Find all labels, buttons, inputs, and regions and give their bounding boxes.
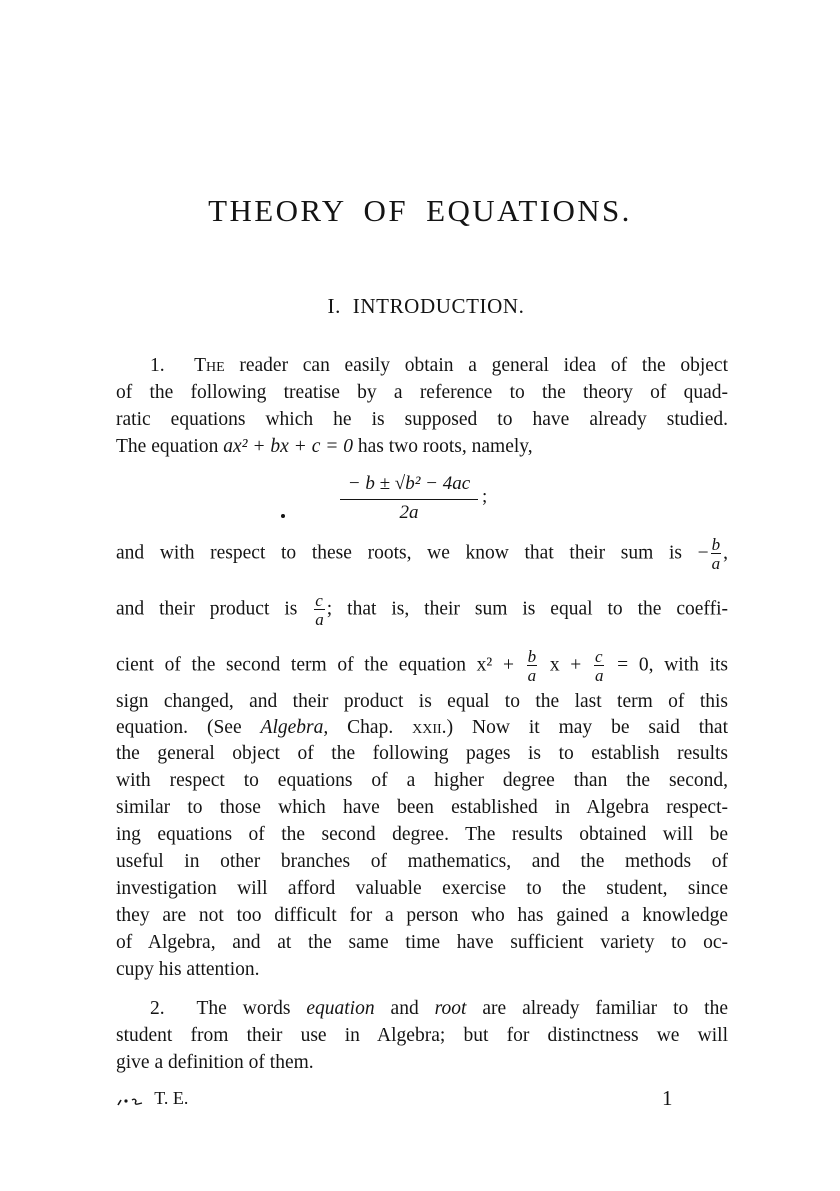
para1-line-15: investigation will afford valuable exercise to the student, since: [116, 878, 728, 899]
para1-line-1: [116, 353, 728, 379]
section-heading: I. INTRODUCTION.: [327, 294, 525, 318]
para1-text-9a: equation. (See: [116, 717, 261, 738]
signature-mark: [116, 1088, 188, 1109]
para1-line-13: ing equations of the second degree. The results obtained will be: [116, 824, 728, 845]
handwritten-mark-icon: [116, 1092, 150, 1108]
formula-bar: [340, 499, 478, 500]
para1-text-5a: and with respect to these roots, we know that their sum is −: [116, 542, 709, 564]
fraction-b-over-a: [527, 648, 538, 684]
para1-text-4a: The equation: [116, 436, 224, 457]
para1-line-6-text: [116, 592, 728, 628]
para1-line-9: [116, 715, 728, 741]
para1-line-3: ratic equations which he is supposed to have already studied.: [116, 409, 728, 430]
para1-text-9c: ) Now it may be said that: [446, 717, 729, 738]
para1-text-7b: = 0, with its: [606, 654, 728, 676]
term-equation: equation: [306, 998, 375, 1019]
para1-line-4: [116, 434, 728, 460]
para1-line-7: [116, 636, 728, 688]
quadratic-roots-formula: [340, 470, 490, 530]
fraction-numerator: c: [594, 647, 603, 666]
para1-text-7mid: x +: [539, 654, 592, 676]
para1-line-18: cupy his attention.: [116, 959, 260, 980]
quadratic-equation: ax² + bx + c = 0: [223, 436, 354, 457]
fraction-numerator: b: [711, 535, 721, 554]
signature-text: T. E.: [154, 1088, 189, 1108]
para1-line-17: of Algebra, and at the same time have sufficient variety to oc-: [116, 932, 728, 953]
fraction-denominator: a: [711, 554, 721, 573]
para1-number: 1.: [150, 355, 165, 376]
para2-number: 2.: [150, 998, 165, 1019]
fraction-denominator: a: [594, 666, 604, 685]
para1-line-5: [116, 524, 728, 576]
para1-line-7-text: [116, 648, 728, 684]
para1-text-5b: ,: [723, 542, 728, 564]
para1-line-5-text: [116, 536, 728, 572]
para1-line-14: useful in other branches of mathematics, and the methods of: [116, 851, 728, 872]
para1-line-10: the general object of the following pages is to establish results: [116, 743, 728, 764]
para1-text-6a: and their product is: [116, 598, 313, 620]
formula-denominator: 2a: [399, 502, 419, 523]
para1-lead: The: [194, 355, 225, 376]
fraction-c-over-a: [594, 648, 605, 684]
para2-line-3: give a definition of them.: [116, 1052, 314, 1073]
para1-line-11: with respect to equations of a higher degree than the second,: [116, 770, 728, 791]
para1-text-6b: ; that is, their sum is equal to the coeffi-: [326, 598, 728, 620]
formula-numerator: − b ± √b² − 4ac: [347, 473, 471, 494]
page-number: 1: [662, 1086, 673, 1110]
para1-line-12: similar to those which have been established in Algebra respect-: [116, 797, 728, 818]
fraction-c-over-a: [314, 592, 325, 628]
fraction-numerator: c: [315, 591, 323, 610]
para2-text-1b: and: [374, 998, 435, 1019]
formula-semicolon: ;: [482, 486, 488, 507]
para1-line-6: [116, 580, 728, 632]
chapter-number: xxii.: [412, 717, 447, 738]
para1-text-4b: has two roots, namely,: [353, 436, 533, 457]
stray-dot: [281, 514, 285, 518]
para1-line-16: they are not too difficult for a person who has gained a knowledge: [116, 905, 728, 926]
para2-text-1c: are already familiar to the: [466, 998, 729, 1019]
para1-text-7a: cient of the second term of the equation x² +: [116, 654, 525, 676]
fraction-b-over-a: [711, 536, 722, 572]
para1-text-1: reader can easily obtain a general idea of the object: [239, 355, 729, 376]
para1-text-9b: Chap.: [328, 717, 413, 738]
para1-line-8: sign changed, and their product is equal to the last term of this: [116, 691, 728, 712]
para2-line-1: [116, 996, 728, 1022]
page-title: THEORY OF EQUATIONS.: [208, 193, 632, 228]
fraction-denominator: a: [527, 666, 537, 685]
fraction-numerator: b: [527, 647, 537, 666]
para2-text-1a: The words: [196, 998, 307, 1019]
para1-line-2: of the following treatise by a reference to the theory of quad-: [116, 382, 728, 403]
para2-line-2: student from their use in Algebra; but for distinctness we will: [116, 1025, 728, 1046]
fraction-denominator: a: [315, 610, 324, 629]
algebra-reference: Algebra,: [260, 717, 329, 738]
term-root: root: [434, 998, 467, 1019]
